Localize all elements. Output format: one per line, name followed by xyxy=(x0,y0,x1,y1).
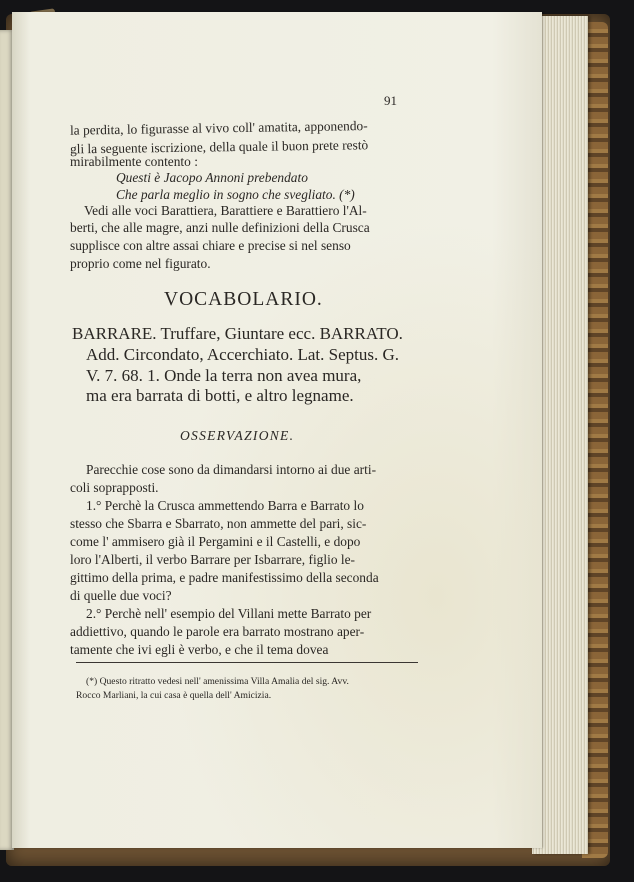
entry-line-1: BARRARE. Truffare, Giuntare ecc. BARRATO. xyxy=(72,324,403,343)
observation-line-9: 2.° Perchè nell' esempio del Villani mette Barrato per xyxy=(86,606,372,621)
section-heading: VOCABOLARIO. xyxy=(164,289,323,310)
footnote-line-1: (*) Questo ritratto vedesi nell' amenissima Villa Amalia del sig. Avv. xyxy=(86,676,349,687)
cross-ref-line-1: Vedi alle voci Barattiera, Barattiere e Barattiero l'Al- xyxy=(84,203,367,218)
intro-line-2: gli la seguente iscrizione, della quale il buon prete restò xyxy=(69,137,369,157)
observation-heading: OSSERVAZIONE. xyxy=(180,428,295,443)
observation-line-11: tamente che ivi egli è verbo, e che il tema dovea xyxy=(70,642,329,657)
intro-line-3: mirabilmente contento : xyxy=(70,154,198,169)
cross-ref-line-4: proprio come nel figurato. xyxy=(70,256,211,271)
observation-line-7: gittimo della prima, e padre manifestissimo della seconda xyxy=(70,570,379,585)
footnote-line-2: Rocco Marliani, la cui casa è quella dell' Amicizia. xyxy=(76,690,272,701)
verse-line-2: Che parla meglio in sogno che svegliato. (*) xyxy=(116,187,355,202)
observation-line-4: stesso che Sbarra e Sbarrato, non ammette del pari, sic- xyxy=(70,516,367,531)
observation-line-1: Parecchie cose sono da dimandarsi intorno ai due arti- xyxy=(86,462,377,477)
entry-line-2: Add. Circondato, Accerchiato. Lat. Septus. G. xyxy=(86,345,400,364)
observation-line-8: di quelle due voci? xyxy=(70,588,172,603)
observation-line-5: come l' ammisero già il Pergamini e il Castelli, e dopo xyxy=(70,534,361,549)
footnote-divider xyxy=(76,662,418,663)
cross-ref-line-3: supplisce con altre assai chiare e precise si nel senso xyxy=(70,238,351,253)
intro-line-1: la perdita, lo figurasse al vivo coll' amatita, apponendo- xyxy=(69,118,368,138)
cross-ref-line-2: berti, che alle magre, anzi nulle definizioni della Crusca xyxy=(70,220,370,235)
observation-line-10: addiettivo, quando le parole era barrato mostrano aper- xyxy=(70,624,365,639)
entry-line-3: V. 7. 68. 1. Onde la terra non avea mura, xyxy=(86,366,362,385)
observation-line-3: 1.° Perchè la Crusca ammettendo Barra e Barrato lo xyxy=(86,498,364,513)
verse-line-1: Questi è Jacopo Annoni prebendato xyxy=(116,170,308,185)
entry-line-4: ma era barrata di botti, e altro legname. xyxy=(86,386,354,405)
observation-line-6: loro l'Alberti, il verbo Barrare per Isbarrare, figlio le- xyxy=(70,552,355,567)
page-number: 91 xyxy=(384,93,397,108)
observation-line-2: coli soprapposti. xyxy=(70,480,159,495)
